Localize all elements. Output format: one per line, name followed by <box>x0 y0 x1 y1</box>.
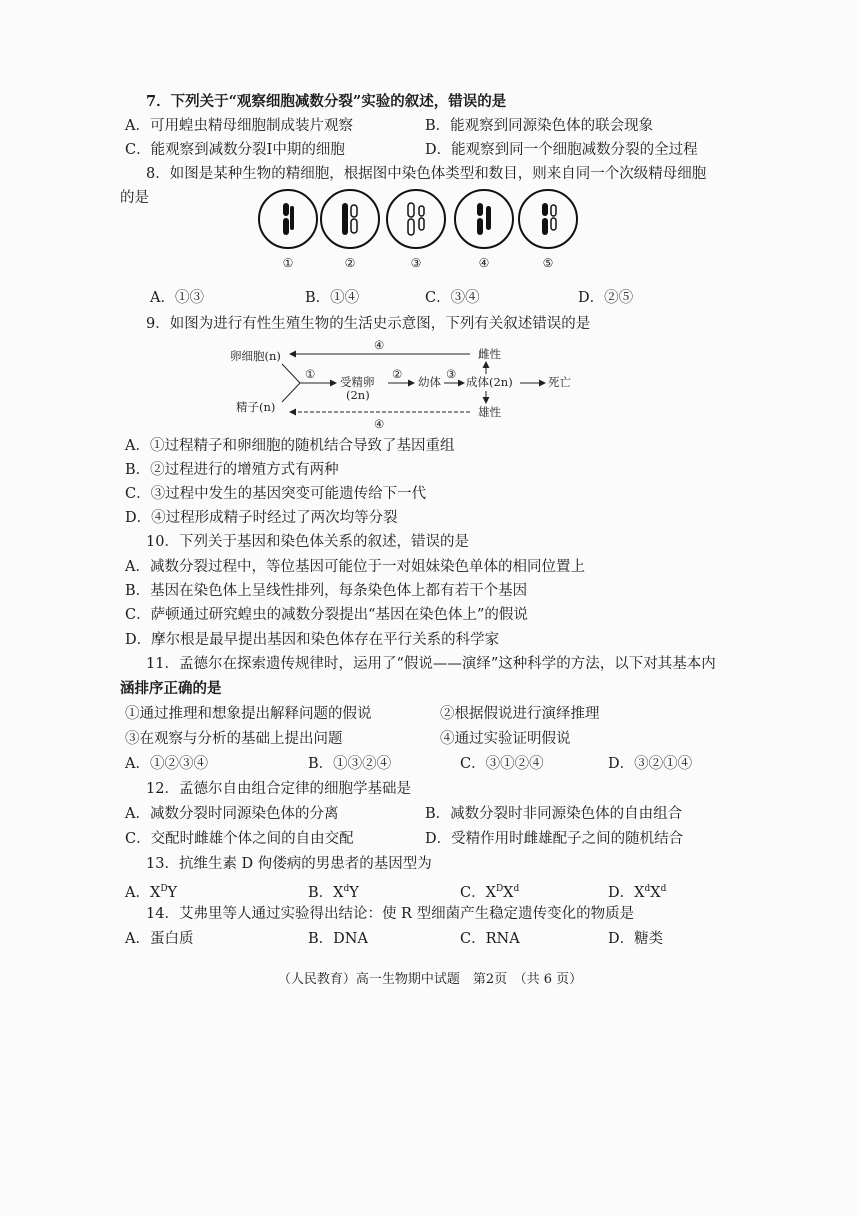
cell-label-5: ⑤ <box>542 256 554 270</box>
q7-stem: 7．下列关于“观察细胞减数分裂”实验的叙述，错误的是 <box>146 93 507 110</box>
cell-label-4: ④ <box>478 256 490 270</box>
q10-option-c: C．萨顿通过研究蝗虫的减数分裂提出“基因在染色体上”的假说 <box>125 607 528 623</box>
cell-label-1: ① <box>282 256 294 270</box>
q14-option-b: B．DNA <box>308 931 368 947</box>
adult-label: 成体(2n) <box>466 375 513 389</box>
q10-option-b: B．基因在染色体上呈线性排列，每条染色体上都有若干个基因 <box>125 583 528 599</box>
q11-option-c: C．③①②④ <box>460 756 544 772</box>
q13-option-b: B．$X^dY$ <box>308 884 359 901</box>
q9-option-b: B．②过程进行的增殖方式有两种 <box>125 462 339 478</box>
q12-option-d: D．受精作用时雌雄配子之间的随机结合 <box>425 831 684 847</box>
juvenile-label: 幼体 <box>418 375 441 389</box>
q12-option-a: A．减数分裂时同源染色体的分离 <box>125 806 339 822</box>
q8-option-d: D．②⑤ <box>578 290 634 306</box>
step-1-label: ① <box>305 367 316 381</box>
step-3-label: ③ <box>446 367 457 381</box>
q8-option-b: B．①④ <box>305 290 360 306</box>
zygote-ploidy: (2n) <box>346 388 370 402</box>
step-4-top-label: ④ <box>374 338 385 352</box>
q9-option-c: C．③过程中发生的基因突变可能遗传给下一代 <box>125 486 427 502</box>
male-label: 雄性 <box>478 405 501 419</box>
q14-option-d: D．糖类 <box>608 931 664 947</box>
q8-option-a: A．①③ <box>150 290 204 306</box>
death-label: 死亡 <box>548 375 571 389</box>
q9-option-d: D．④过程形成精子时经过了两次均等分裂 <box>125 510 398 526</box>
q12-stem: 12．孟德尔自由组合定律的细胞学基础是 <box>146 781 411 797</box>
life-cycle-diagram <box>0 0 860 430</box>
q11-statement-2: ②根据假说进行演绎推理 <box>440 706 600 722</box>
q13-stem: 13．抗维生素 D 佝偻病的男患者的基因型为 <box>146 856 432 872</box>
q8-option-c: C．③④ <box>425 290 480 306</box>
female-label: 雌性 <box>478 347 501 361</box>
q11-statement-1: ①通过推理和想象提出解释问题的假说 <box>125 706 372 722</box>
q7-option-d: D．能观察到同一个细胞减数分裂的全过程 <box>425 142 698 158</box>
zygote-label: 受精卵 <box>340 375 375 389</box>
q7-option-b: B．能观察到同源染色体的联会现象 <box>425 118 654 134</box>
q8-stem: 8．如图是某种生物的精细胞，根据图中染色体类型和数目，则来自同一个次级精母细胞 <box>146 166 707 182</box>
q9-option-a: A．①过程精子和卵细胞的随机结合导致了基因重组 <box>125 438 455 454</box>
page-footer: （人民教育）高一生物期中试题 第2页 （共 6 页） <box>277 972 583 987</box>
q9-stem: 9．如图为进行有性生殖生物的生活史示意图，下列有关叙述错误的是 <box>146 316 591 332</box>
sperm-label: 精子(n) <box>236 400 276 414</box>
q7-option-c: C．能观察到减数分裂Ⅰ中期的细胞 <box>125 142 345 158</box>
q11-stem-cont: 涵排序正确的是 <box>120 680 222 697</box>
q10-option-d: D．摩尔根是最早提出基因和染色体存在平行关系的科学家 <box>125 632 500 648</box>
q10-stem: 10．下列关于基因和染色体关系的叙述，错误的是 <box>146 534 469 550</box>
q11-statement-3: ③在观察与分析的基础上提出问题 <box>125 731 343 747</box>
q13-option-c: C．$X^DX^d$ <box>460 884 520 901</box>
q11-option-d: D．③②①④ <box>608 756 693 772</box>
q12-option-b: B．减数分裂时非同源染色体的自由组合 <box>425 806 683 822</box>
q13-option-a: A．$X^DY$ <box>125 884 178 901</box>
cell-label-3: ③ <box>410 256 422 270</box>
cell-label-2: ② <box>344 256 356 270</box>
q14-option-a: A．蛋白质 <box>125 931 194 947</box>
q7-option-a: A．可用蝗虫精母细胞制成装片观察 <box>125 118 353 134</box>
q13-option-d: D．$X^dX^d$ <box>608 884 667 901</box>
q14-option-c: C．RNA <box>460 931 520 947</box>
q11-stem: 11．孟德尔在探索遗传规律时，运用了“假说——演绎”这种科学的方法，以下对其基本内 <box>146 656 716 672</box>
egg-label: 卵细胞(n) <box>230 349 281 363</box>
step-2-label: ② <box>392 367 403 381</box>
fertilization-join <box>282 364 300 402</box>
q11-statement-4: ④通过实验证明假说 <box>440 731 571 747</box>
q12-option-c: C．交配时雌雄个体之间的自由交配 <box>125 831 354 847</box>
q11-option-b: B．①③②④ <box>308 756 392 772</box>
q11-option-a: A．①②③④ <box>125 756 208 772</box>
step-4-bottom-label: ④ <box>374 417 385 430</box>
q8-stem-cont: 的是 <box>120 190 149 206</box>
q10-option-a: A．减数分裂过程中，等位基因可能位于一对姐妹染色单体的相同位置上 <box>125 559 585 575</box>
q14-stem: 14．艾弗里等人通过实验得出结论：使 R 型细菌产生稳定遗传变化的物质是 <box>146 906 635 922</box>
